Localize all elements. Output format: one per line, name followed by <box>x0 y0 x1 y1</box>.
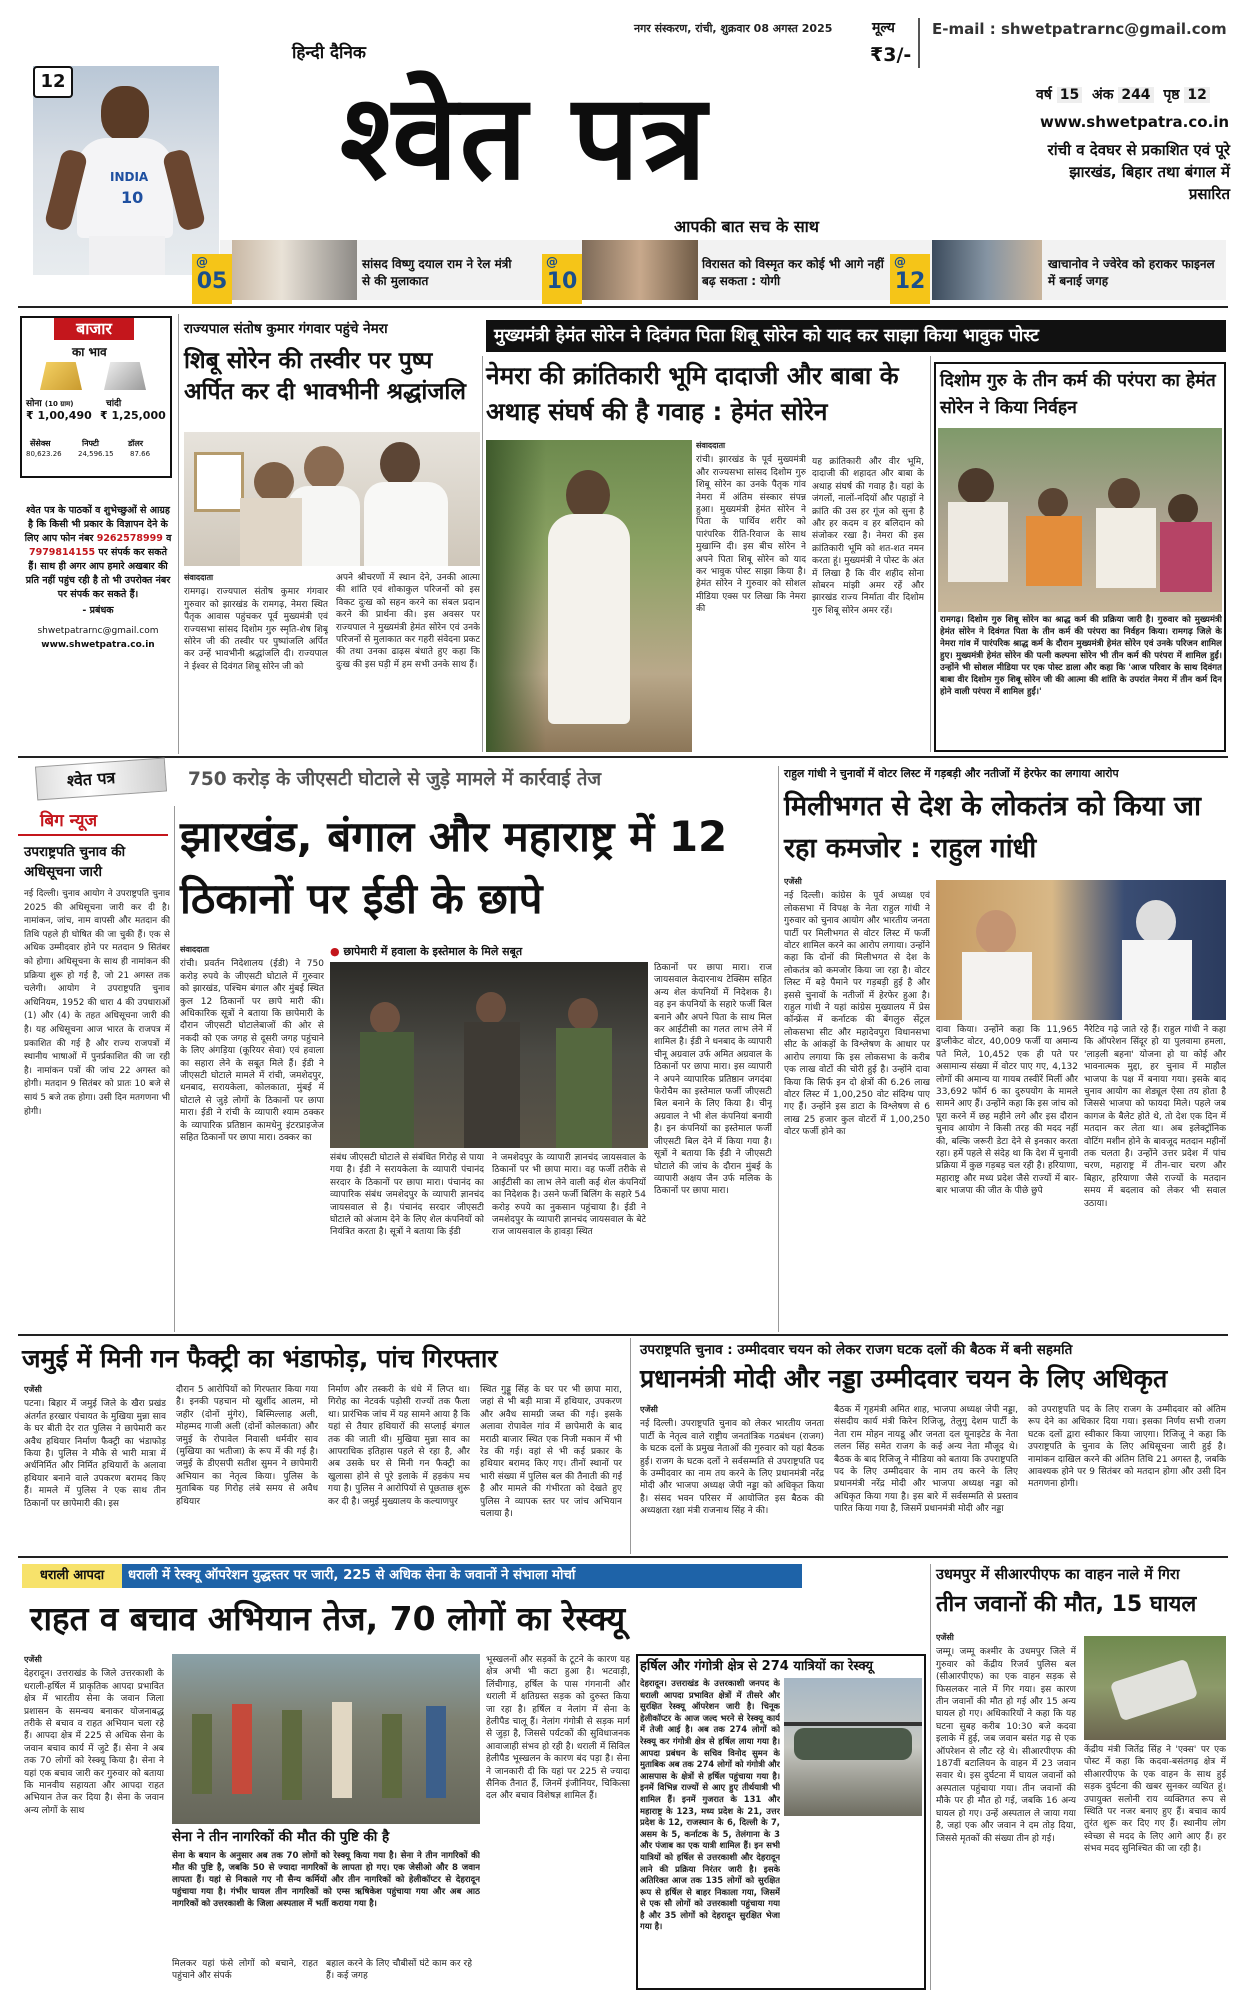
masthead-subtitle: आपकी बात सच के साथ <box>674 217 820 236</box>
story2-col1: संवाददाता रांची। झारखंड के पूर्व मुख्यमंत्री और राज्यसभा सांसद दिशोम गुरु शिबू सोरेन का उनके पैतृक गांव नेमरा में अंतिम संस्कार संपन्न हुआ। मुख्यमंत्री हेमंत सोरेन ने पिता के पार्थिव शरीर को पारंपरिक रीति-रिवाज के साथ मुखाग्नि दी। इस बीच सोरेन ने अपने पिता शिबू सोरेन को याद कर भावुक पोस्ट साझा किया है। हेमंत सोरेन ने गुरुवार को सोशल मीडिया एक्स पर लिखा कि नेमरा की <box>696 441 806 615</box>
dollar-value: 87.66 <box>130 450 151 458</box>
col-divider <box>630 1338 631 1554</box>
sensex-label: सेंसेक्स <box>30 439 51 448</box>
market-subtitle: का भाव <box>72 345 107 359</box>
col-divider <box>778 766 779 1332</box>
silver-label: चांदी <box>106 399 122 409</box>
vp-headline: प्रधानमंत्री मोदी और नड्डा उम्मीदवार चयन के लिए अधिकृत <box>640 1364 1168 1393</box>
crpf-col2: केंद्रीय मंत्री जितेंद्र सिंह ने 'एक्स' पर एक पोस्ट में कहा कि कदवा-बसंतगढ़ क्षेत्र में सीआरपीएफ के एक वाहन के साथ हुई सड़क दुर्घटना की खबर सुनकर व्यथित हूं। उपायुक्त सलोनी राय व्यक्तिगत रूप से स्थिति पर नजर बनाए हुए हैं। बचाव कार्य तुरंत शुरू कर दिए गए हैं। स्थानीय लोग स्वेच्छा से मदद के लिए आगे आए हैं। हर संभव मदद सुनिश्चित की जा रही है। <box>1084 1745 1226 1855</box>
edition-line: नगर संस्करण, रांची, शुक्रवार 08 अगस्त 2025 <box>634 22 833 35</box>
masthead-sports-photo: INDIA 10 <box>33 66 219 275</box>
big-news-tag: बिग न्यूज <box>40 811 98 831</box>
vp-col2: बैठक में गृहमंत्री अमित शाह, भाजपा अध्यक्ष जेपी नड्डा, संसदीय कार्य मंत्री किरेन रिजिजू, तेलुगु देशम पार्टी के नेता राम मोहन नायडू और जनता दल यूनाइटेड के नेता ललन सिंह समेत राजग के कई अन्य नेता मौजूद थे। बैठक के बाद रिजिजू ने मीडिया को बताया कि उपराष्ट्रपति पद के लिए उम्मीदवार के नाम तय करने के लिए प्रधानमंत्री नरेंद्र मोदी और भाजपा अध्यक्ष नड्डा को अधिकृत किया गया है। इस बारे में सर्वसम्मति से प्रस्ताव पारित किया गया है, जिसमें प्रधानमंत्री मोदी और नड्डा <box>834 1405 1018 1515</box>
col-divider <box>174 806 175 1332</box>
ed-col4: ठिकानों पर छापा मारा। राज जायसवाल केदारनाथ टेक्सिम सहित अन्य शेल कंपनियों में निदेशक है। वह इन कंपनियों के सहारे फर्जी बिल बनाने और अपने पिता के साथ मिल कर आईटीसी का गलत लाभ लेने में शामिल है। ईडी ने धनबाद के व्यापारी चीनू अग्रवाल उर्फ अमित अग्रवाल के ठिकानों पर छापा मारा। इस व्यापारी ने अपने व्यापारिक प्रतिष्ठान जगदंबा फेरोचैम का इस्तेमाल फर्जी जीएसटी बिल बनाने के लिए किया है। चीनू अग्रवाल ने भी शेल कंपनियां बनायी है। इन कंपनियों का इस्तेमाल फर्जी जीएसटी बिल देने में किया गया है। सूत्रों ने बताया कि ईडी ने जीएसटी घोटाले की जांच के दौरान मुंबई के व्यापारी अक्षय जैन उर्फ मलिक के ठिकानों पर छापा मारा। <box>654 963 772 1197</box>
teaser1-photo <box>232 240 357 300</box>
crpf-kicker: उधमपुर में सीआरपीएफ का वाहन नाले में गिरा <box>936 1567 1180 1583</box>
story3-photo <box>938 428 1222 612</box>
masthead-title: श्वेत पत्र <box>340 67 709 206</box>
teaser1-text: सांसद विष्णु दयाल राम ने रेल मंत्री से की मुलाकात <box>362 257 512 288</box>
gold-label: सोना (10 ग्राम) <box>26 399 74 409</box>
col-divider <box>930 356 931 752</box>
gun-col1: एजेंसी पटना। बिहार में जमुई जिले के खैरा प्रखंड अंतर्गत हरखार पंचायत के मुखिया मुन्ना साव के घर बीती देर रात पुलिस ने छापेमारी कर अवैध हथियार निर्माण फैक्ट्री का भंडाफोड़ किया है। पुलिस ने मौके से भारी मात्रा में अर्धनिर्मित और निर्मित हथियारों के अलावा हथियार बनाने वाले उपकरण बरामद किए हैं। मामले में पुलिस ने एक साथ तीन ठिकानों पर छापेमारी की। इस <box>24 1385 166 1509</box>
website: www.shwetpatra.co.in <box>1040 113 1230 131</box>
nifty-value: 24,596.15 <box>78 450 114 458</box>
ad-box: श्वेत पत्र के पाठकों व शुभेच्छुओं से आग्रह है कि किसी भी प्रकार के विज्ञापन देने के लिए आप फोन नंबर 9262578999 व 7979814155 पर संपर्क कर सकते हैं। साथ ही अगर आप हमारे अखबार की प्रति नहीं पहुंच रही है तो भी उपरोक्त नंबर पर संपर्क कर सकते हैं। - प्रबंधक shwetpatrarnc@gmail.com www.shwetpatra.co.in <box>24 505 172 650</box>
dollar-label: डॉलर <box>128 439 144 448</box>
paper-logo-badge: श्वेत पत्र <box>35 758 167 801</box>
section-rule <box>18 1556 1228 1558</box>
ed-headline: झारखंड, बंगाल और महाराष्ट्र में 12 ठिकानों पर ईडी के छापे <box>180 812 728 923</box>
rahul-col2: दावा किया। उन्होंने कहा कि 11,965 डुप्लीकेट वोटर, 40,009 फर्जी या अमान्य पते मिले, 10,452 एक ही पते पर असामान्य संख्या में वोटर पाए गए, 4,132 लोगों की अमान्य या गायब तस्वीरें मिलीं और 33,692 फॉर्म 6 का दुरुपयोग के मामले सामने आए हैं। उन्होंने कहा कि इस जांच को पूरा करने में छह महीने लगे और इस दौरान चुनाव आयोग ने किसी तरह की मदद नहीं की, बल्कि जरूरी डेटा देने से इनकार करता रहा। हमें पहले से संदेह था कि देश में चुनावी प्रक्रिया में कुछ गड़बड़ चल रही है। हरियाणा, महाराष्ट्र और मध्य प्रदेश जैसे राज्यों में बार-बार भाजपा की जीत के पीछे छुपे <box>936 1025 1078 1197</box>
story1-col2: अपने श्रीचरणों में स्थान देने, उनकी आत्मा की शांति एवं शोकाकुल परिजनों को इस विकट दुःख को सहन करने का संबल प्रदान करने की प्रार्थना की। इस अवसर पर राज्यपाल ने मुख्यमंत्री हेमंत सोरेन एवं उनके परिजनों से मुलाकात कर गहरी संवेदना प्रकट की तथा उनका ढाढ़स बंधाते हुए कहा कि दुःख की इस घड़ी में हम सभी उनके साथ हैं। <box>336 573 480 670</box>
ed-col1: संवाददाता रांची। प्रवर्तन निदेशालय (ईडी) ने 750 करोड़ रुपये के जीएसटी घोटाले में गुरुवार को झारखंड, पश्चिम बंगाल और मुंबई स्थित कुल 12 ठिकानों पर छापे मारी की। अधिकारिक सूत्रों ने बताया कि छापेमारी के दौरान जीएसटी घोटालेबाजों की ओर से नकदी को एक जगह से दूसरी जगह पहुंचाने के लिए अंगड़िया (कूरियर सेवा) एवं हवाला का सहारा लेने के सबूत मिले हैं। ईडी ने जीएसटी घोटाले मामले में रांची, जमशेदपुर, धनबाद, सरायकेला, कोलकाता, मुंबई में घोटाले से जुड़े लोगों के ठिकानों पर छापा मारा। ईडी ने रांची के व्यापारी श्याम ठक्कर के व्यापारिक प्रतिष्ठान कामधेनु इंटरप्राइजेज सहित ठिकानों पर छापा मारा। ठक्कर का <box>180 945 324 1144</box>
rahul-col1: एजेंसी नई दिल्ली। कांग्रेस के पूर्व अध्यक्ष एवं लोकसभा में विपक्ष के नेता राहुल गांधी ने गुरुवार को चुनाव आयोग और भारतीय जनता पार्टी पर मिलीभगत से वोटर लिस्ट में फर्जी वोटर शामिल करने का आरोप लगाया। उन्होंने कहा कि दोनों की मिलीभगत से देश के लोकतंत्र को कमजोर किया जा रहा है। वोटर लिस्ट में बड़े पैमाने पर गड़बड़ी हुई है और इससे चुनावों के नतीजों में हेरफेर हुआ है। राहुल गांधी ने यहां कांग्रेस मुख्यालय में प्रेस कॉन्फ्रेंस में कर्नाटक की बेंगलुरु सेंट्रल लोकसभा सीट और महादेवपुरा विधानसभा सीट के आंकड़ों के विश्लेषण के आधार पर आरोप लगाया कि इस लोकसभा के करीब एक लाख वोटों की चोरी हुई है। उन्होंने दावा किया कि सिर्फ इन दो क्षेत्रों की 6.26 लाख वोटर लिस्ट में 1,00,250 वोट संदिग्ध पाए गए हैं। उन्होंने इस डाटा के विश्लेषण से 6 लाख 25 हजार कुल वोटरों में 1,00,250 वोटर फर्जी होने का <box>784 877 930 1138</box>
corner-page-badge: 12 <box>33 66 73 98</box>
ed-col3: ने जमशेदपुर के व्यापारी ज्ञानचंद जायसवाल के ठिकानों पर भी छापा मारा। वह फर्जी तरीके से आईटीसी का लाभ लेने वाली कई शेल कंपनियों का निदेशक है। उसने फर्जी बिलिंग के सहारे 54 करोड़ रुपये का नुकसान पहुंचाया है। ईडी ने जमशेदपुर के व्यापारी ज्ञानचंद जायसवाल के बेटे राज जायसवाल के हावड़ा स्थित <box>492 1153 646 1238</box>
teaser3-text: खाचानोव ने ज्वेरेव को हराकर फाइनल में बनाई जगह <box>1048 257 1215 288</box>
story2-headline: नेमरा की क्रांतिकारी भूमि दादाजी और बाबा के अथाह संघर्ष की है गवाह : हेमंत सोरेन <box>486 361 899 426</box>
big-news-headline: उपराष्ट्रपति चुनाव की अधिसूचना जारी <box>24 844 126 880</box>
disaster-photo-caption: सेना ने तीन नागरिकों की मौत की पुष्टि की है <box>172 1829 390 1845</box>
crpf-col1: एजेंसी जम्मू। जम्मू कश्मीर के उधमपुर जिले में गुरुवार को केंद्रीय रिजर्व पुलिस बल (सीआरपीएफ) का एक वाहन सड़क से फिसलकर नाले में गिर गया। इस कारण तीन जवानों की मौत हो गई और 15 अन्य घायल हो गए। अधिकारियों ने कहा कि यह घटना सुबह करीब 10:30 बजे कदवा इलाके में हुई, जब जवान बसंत गढ़ से एक ऑपरेशन से लौट रहे थे। सीआरपीएफ की 187वीं बटालियन के वाहन में 23 जवान सवार थे। इस दुर्घटना में घायल जवानों को अस्पताल पहुंचाया गया। तीन जवानों की मौके पर ही मौत हो गई, जबकि 16 अन्य घायल हो गए। उन्हें अस्पताल ले जाया गया है, जहां एक और जवान ने दम तोड़ दिया, जिससे मृतकों की संख्या तीन हो गई। <box>936 1633 1076 1844</box>
gun-col2: दौरान 5 आरोपियों को गिरफ्तार किया गया है। इनकी पहचान मो खुर्शीद आलम, मो जहीर (दोनों मुंगेर), बिस्मिल्लाह अली, मोहम्मद गाजी अली (दोनों कोलकाता) और जमुई के रोपावेल निवासी धर्मवीर साव (मुखिया का भतीजा) के रूप में की गई है। जमुई के डीएसपी सतीश सुमन ने छापेमारी अभियान का नेतृत्व किया। पुलिस के मुताबिक यह गिरोह लंबे समय से अवैध हथियार <box>176 1385 318 1507</box>
rahul-photo <box>936 880 1226 1020</box>
rahul-kicker: राहुल गांधी ने चुनावों में वोटर लिस्ट में गड़बड़ी और नतीजों में हेरफेर का लगाया आरोप <box>784 767 1119 780</box>
harsil-text: देहरादून। उत्तराखंड के उत्तरकाशी जनपद के धराली आपदा प्रभावित क्षेत्रों में तीसरे और सुरक्षित रेस्क्यू ऑपरेशन जारी है। चिनूक हेलीकॉप्टर के आज जल्द भरने से रेस्क्यू कार्य में तेजी आई है। अब तक 274 लोगों को रेस्क्यू कर गंगोत्री क्षेत्र से हर्षिल लाया गया है। आपदा प्रबंधन के सचिव विनोद सुमन के मुताबिक अब तक 274 लोगों को गंगोत्री और आसपास के क्षेत्रों से हर्षिल पहुंचाया गया है। इनमें विभिन्न राज्यों से आए हुए तीर्थयात्री भी शामिल हैं। इनमें गुजरात के 131 और महाराष्ट्र के 123, मध्य प्रदेश के 21, उत्तर प्रदेश के 12, राजस्थान के 6, दिल्ली के 7, असम के 5, कर्नाटक के 5, तेलंगाना के 3 और पंजाब का एक यात्री शामिल हैं। इन सभी यात्रियों को हर्षिल से उत्तरकाशी और देहरादून लाने की प्रक्रिया निरंतर जारी है। इसके अतिरिक्त आज तक 135 लोगों को सुरक्षित रूप से हर्षिल से बाहर निकाला गया, जिसमें से एक सौ लोगों को उत्तरकाशी पहुंचाया गया है और 35 लोगों को देहरादून सुरक्षित भेजा गया है। <box>640 1678 780 1932</box>
section-rule <box>18 1334 1228 1336</box>
big-news-text: नई दिल्ली। चुनाव आयोग ने उपराष्ट्रपति चुनाव 2025 की अधिसूचना जारी कर दी है। नामांकन, जांच, नाम वापसी और मतदान की तिथि पहले ही घोषित की जा चुकी हैं। एक से अधिक उम्मीदवार होने पर मतदान 9 सितंबर को होगा। अधिसूचना के साथ ही नामांकन की प्रक्रिया शुरू हो गई है, जो 21 अगस्त तक चलेगी। आयोग ने उपराष्ट्रपति चुनाव अधिनियम, 1952 की धारा 4 की उपधाराओं (1) और (4) के तहत अधिसूचना जारी की है। यह अधिसूचना आज भारत के राजपत्र में प्रकाशित की गई है और राज्य राजपत्रों में स्थानीय भाषाओं में पुनर्प्रकाशित की जा रही है। नामांकन पत्रों की जांच 22 अगस्त को होगी। मतदान 9 सितंबर को प्रातः 10 बजे से सायं 5 बजे तक होगा। उसी दिन मतगणना भी होगी। <box>24 889 170 1117</box>
teaser2-page: @ 10 <box>542 254 582 304</box>
gold-value: ₹ 1,00,490 <box>26 409 92 422</box>
nifty-label: निफ्टी <box>82 439 99 448</box>
disaster-col3: बहाल करने के लिए चौबीसों घंटे काम कर रहे हैं। कई जगह <box>326 1959 472 1982</box>
volume-info: वर्ष 15 अंक 244 पृष्ठ 12 <box>1036 85 1210 104</box>
story2-photo <box>486 440 692 752</box>
story1-kicker: राज्यपाल संतोष कुमार गंगवार पहुंचे नेमरा <box>184 321 388 337</box>
harsil-photo <box>784 1678 922 1816</box>
disaster-col2: मिलकर यहां फंसे लोगों को बचाने, राहत पहुंचाने और संपर्क <box>172 1959 318 1982</box>
disaster-headline: राहत व बचाव अभियान तेज, 70 लोगों का रेस्क्यू <box>30 1599 626 1638</box>
crpf-headline: तीन जवानों की मौत, 15 घायल <box>936 1592 1197 1617</box>
disaster-col1: एजेंसी देहरादून। उत्तराखंड के जिले उत्तरकाशी के धराली-हर्षिल में प्राकृतिक आपदा प्रभावित क्षेत्र में भारतीय सेना के जवान जिला प्रशासन के समन्वय बनाकर योजनाबद्ध तरीके से बचाव व राहत अभियान चला रहे हैं। आपदा क्षेत्र में 225 से अधिक सेना के जवान बचाव कार्य में जुटे हैं। सेना ने अब तक 70 लोगों को रेस्क्यू किया है। सेना ने यहां एक बचाव जारी कर गुरुवार को बताया कि मानवीय सहायता और आपदा राहत अभियान तेज कर दिया है। सेना के जवान अन्य लोगों के साथ <box>24 1655 164 1816</box>
story1-headline: शिबू सोरेन की तस्वीर पर पुष्प अर्पित कर दी भावभीनी श्रद्धांजलि <box>184 348 466 405</box>
gold-icon <box>40 362 82 390</box>
ed-photo-caption: ● छापेमारी में हवाला के इस्तेमाल के मिले सबूत <box>330 945 523 958</box>
col-divider <box>178 314 179 754</box>
teaser2-photo <box>582 240 698 300</box>
vp-col1: एजेंसी नई दिल्ली। उपराष्ट्रपति चुनाव को लेकर भारतीय जनता पार्टी के नेतृत्व वाले राष्ट्रीय जनतांत्रिक गठबंधन (राजग) के घटक दलों के प्रमुख नेताओं की गुरुवार को यहां बैठक हुई। राजग के घटक दलों ने सर्वसम्मति से उपराष्ट्रपति पद के उम्मीदवार का नाम तय करने के लिए प्रधानमंत्री नरेंद्र मोदी और भाजपा अध्यक्ष जेपी नड्डा को अधिकृत किया है। संसद भवन परिसर में आयोजित इस बैठक की अध्यक्षता रक्षा मंत्री राजनाथ सिंह ने की। <box>640 1405 824 1517</box>
story2-col2: यह क्रांतिकारी और वीर भूमि, दादाजी की शहादत और बाबा के अथाह संघर्ष की गवाह है। यहां के जंगलों, नालों-नदियों और पहाड़ों ने क्रांति की उस हर गूंज को सुना है और हर कदम व हर बलिदान को संजोकर रखा है। नेमरा की इस क्रांतिकारी भूमि को शत-शत नमन करता हूं। मुख्यमंत्री ने पोस्ट के अंत में लिखा है कि वीर शहीद सोना सोबरन मांझी अमर रहें और झारखंड राज्य निर्माता वीर दिशोम गुरु शिबू सोरेन अमर रहें। <box>812 457 924 616</box>
silver-icon <box>104 362 146 390</box>
lead-banner: मुख्यमंत्री हेमंत सोरेन ने दिवंगत पिता शिबू सोरेन को याद कर साझा किया भावुक पोस्ट <box>486 320 1226 352</box>
disaster-kicker: धराली में रेस्क्यू ऑपरेशन युद्धस्तर पर जारी, 225 से अधिक सेना के जवानों ने संभाला मोर्चा <box>122 1564 802 1588</box>
vp-col3: को उपराष्ट्रपति पद के लिए राजग के उम्मीदवार को अंतिम रूप देने का अधिकार दिया गया। इसका निर्णय सभी राजग घटक दलों द्वारा स्वीकार किया जाएगा। रिजिजू ने कहा कि उपराष्ट्रपति के चुनाव के लिए अधिसूचना जारी हुई है। नामांकन दाखिल करने की अंतिम तिथि 21 अगस्त है, जबकि आवश्यक होने पर 9 सितंबर को मतदान होगा और उसी दिन मतगणना होगी। <box>1028 1405 1226 1490</box>
disaster-tag: धराली आपदा <box>22 1564 122 1588</box>
price-label: मूल्य <box>872 20 895 36</box>
teaser2-text: विरासत को विस्मृत कर कोई भी आगे नहीं बढ़ सकता : योगी <box>702 257 884 288</box>
big-news-rule <box>18 834 168 836</box>
masthead-rule <box>18 306 1228 308</box>
teaser1-page: @ 05 <box>192 254 232 304</box>
gun-col3: निर्माण और तस्करी के धंधे में लिप्त था। गिरोह का नेटवर्क पड़ोसी राज्यों तक फैला था। प्रारंभिक जांच में यह सामने आया है कि यहां से तैयार हथियारों की सप्लाई बंगाल तक की जाती थी। मुखिया मुन्ना साव का आपराधिक इतिहास पहले से रहा है, और अब उसके घर से मिनी गन फैक्ट्री का खुलासा होने से पूरे इलाके में हड़कंप मच गया है। पुलिस ने आरोपियों से पूछताछ शुरू कर दी है। जमुई मुख्यालय के कल्याणपुर <box>328 1385 470 1507</box>
email: E-mail : shwetpatrarnc@gmail.com <box>932 20 1227 38</box>
publish-line: रांची व देवघर से प्रकाशित एवं पूरे झारखंड, बिहार तथा बंगाल में प्रसारित <box>1047 141 1230 203</box>
gun-col4: स्थित गुड्डू सिंह के घर पर भी छापा मारा, जहां से भी बड़ी मात्रा में हथियार, उपकरण और अवैध सामग्री जब्त की गई। इसके अलावा रोपावेल गांव में छापेमारी के बाद मराठी बाजार स्थित एक निजी मकान में भी रेड की गई। वहां से भी कई प्रकार के हथियार बरामद किए गए। तीनों स्थानों पर भारी संख्या में पुलिस बल की तैनाती की गई है और मामले की गंभीरता को देखते हुए पुलिस ने व्यापक स्तर पर जांच अभियान चलाया है। <box>480 1385 622 1520</box>
harsil-headline: हर्षिल और गंगोत्री क्षेत्र से 274 यात्रियों का रेस्क्यू <box>640 1659 873 1674</box>
section-rule <box>18 756 1228 758</box>
teaser3-photo <box>932 240 1042 300</box>
vp-kicker: उपराष्ट्रपति चुनाव : उम्मीदवार चयन को लेकर राजग घटक दलों की बैठक में बनी सहमति <box>640 1342 1073 1358</box>
disaster-photo-text: सेना के बयान के अनुसार अब तक 70 लोगों को रेस्क्यू किया गया है। सेना ने तीन नागरिकों की मौत की पुष्टि है, जबकि 50 से ज्यादा नागरिकों के लापता हो गए। एक जेसीओ और 8 जवान लापता हैं। यहां से निकाले गए नौ सैन्य कर्मियों और तीन नागरिकों को हेलीकॉप्टर से देहरादून पहुंचाया गया है। गंभीर घायल तीन नागरिकों को एम्स ऋषिकेश पहुंचाया गया और अब आठ नागरिकों को उत्तरकाशी के जिला अस्पताल में भर्ती कराया गया है। <box>172 1851 480 1909</box>
price-divider <box>918 18 920 68</box>
story1-col1: संवाददाता रामगढ़। राज्यपाल संतोष कुमार गंगवार गुरुवार को झारखंड के रामगढ़, नेमरा स्थित पैतृक आवास पहुंचकर पूर्व मुख्यमंत्री एवं राज्यसभा सांसद दिशोम गुरु स्मृति-शेष शिबू सोरेन जी की तस्वीर पर पुष्पांजलि अर्पित कर उन्हें भावभीनी श्रद्धांजलि दी। राज्यपाल ने ईश्वर से दिवंगत शिबू सोरेन जी को <box>184 573 328 672</box>
disaster-col4: भूस्खलनों और सड़कों के टूटने के कारण यह क्षेत्र अभी भी कटा हुआ है। भटवाड़ी, लिंचीगाड़, हर्षिल के पास गंगनानी और धराली में क्षतिग्रस्त सड़क को दुरुस्त किया जा रहा है। हर्षिल व नेलांग में सेना के हेलीपैड चालू हैं। नेलांग गंगोत्री से सड़क मार्ग से जुड़ा है, जिससे पर्यटकों की सुविधाजनक आवाजाही संभव हो रही है। धराली में सिविल हेलीपैड भूस्खलन के कारण बंद पड़ा है। सेना ने जानकारी दी कि यहां पर 225 से ज्यादा सैनिक तैनात हैं, जिनमें इंजीनियर, चिकित्सा दल और बचाव विशेषज्ञ शामिल हैं। <box>486 1655 630 1802</box>
crpf-photo <box>1084 1636 1226 1740</box>
gun-headline: जमुई में मिनी गन फैक्ट्री का भंडाफोड़, पांच गिरफ्तार <box>22 1344 498 1373</box>
ed-kicker: 750 करोड़ के जीएसटी घोटाले से जुड़े मामले में कार्रवाई तेज <box>188 769 602 790</box>
teaser3-page: @ 12 <box>890 254 930 304</box>
story3-caption: रामगढ़। दिशोम गुरु शिबू सोरेन का श्राद्ध कर्म की प्रक्रिया जारी है। गुरुवार को मुख्यमंत्री हेमंत सोरेन ने दिवंगत पिता के तीन कर्म की परंपरा का निर्वहन किया। रामगढ़ जिले के नेमरा गांव में पारंपरिक श्राद्ध कर्म के दौरान मुख्यमंत्री हेमंत सोरेन एवं उनके परिजन शामिल हुए। मुख्यमंत्री हेमंत सोरेन की पत्नी कल्पना सोरेन भी तीन कर्म की परंपरा में शामिल हुईं। उन्होंने भी सोशल मीडिया पर एक पोस्ट डाला और कहा कि 'आज परिवार के साथ दिवंगत बाबा वीर दिशोम गुरु शिबू सोरेन जी की आत्मा की शांति के उपरांत नेमरा में तीन कर्म दिन होने वाली परंपरा में शामिल हुईं।' <box>940 615 1222 697</box>
rahul-col3: नैरेटिव गढ़े जाते रहे हैं। राहुल गांधी ने कहा कि ऑपरेशन सिंदूर हो या पुलवामा हमला, 'लाड़ली बहना' योजना हो या कोई और भावनात्मक मुद्दा, हर चुनाव में माहौल भाजपा के पक्ष में बनाया गया। इसके बाद चुनाव आयोग का शेड्यूल ऐसा तय होता है जिससे भाजपा को फायदा मिले। पहले जब कागज के बैलेट होते थे, तो देश एक दिन में मतदान कर लेता था। अब इलेक्ट्रॉनिक वोटिंग मशीन होने के बावजूद मतदान महीनों तक चलता है। उन्होंने उत्तर प्रदेश में पांच चरण, महाराष्ट्र में तीन-चार चरण और बिहार, हरियाणा जैसे राज्यों के मतदान समय में बदलाव को लेकर भी सवाल उठाया। <box>1084 1025 1226 1209</box>
ed-photo <box>330 962 648 1148</box>
disaster-photo <box>172 1654 480 1824</box>
price: ₹3/- <box>870 44 912 66</box>
col-divider <box>930 1564 931 1990</box>
sensex-value: 80,623.26 <box>26 450 62 458</box>
story3-headline: दिशोम गुरु के तीन कर्म की परंपरा का हेमंत सोरेन ने किया निर्वहन <box>940 371 1216 418</box>
rahul-headline: मिलीभगत से देश के लोकतंत्र को किया जा रहा कमजोर : राहुल गांधी <box>784 791 1201 864</box>
col-divider <box>482 356 483 752</box>
market-title: बाजार <box>54 318 134 340</box>
tagline-top: हिन्दी दैनिक <box>292 43 366 63</box>
ed-col2: संबंध जीएसटी घोटाले से संबंधित गिरोह से पाया गया है। ईडी ने सरायकेला के व्यापारी पंचानंद सरदार के ठिकानों पर छापा मारा। पंचानंद का व्यापारिक संबंध जमशेदपुर के व्यापारी ज्ञानचंद जायसवाल से है। पंचानंद सरदार जीएसटी घोटाले को अंजाम देने के लिए शेल कंपनियों को नियंत्रित करता है। सूत्रों ने बताया कि ईडी <box>330 1153 484 1238</box>
story1-photo <box>184 432 480 566</box>
silver-value: ₹ 1,25,000 <box>100 409 166 422</box>
